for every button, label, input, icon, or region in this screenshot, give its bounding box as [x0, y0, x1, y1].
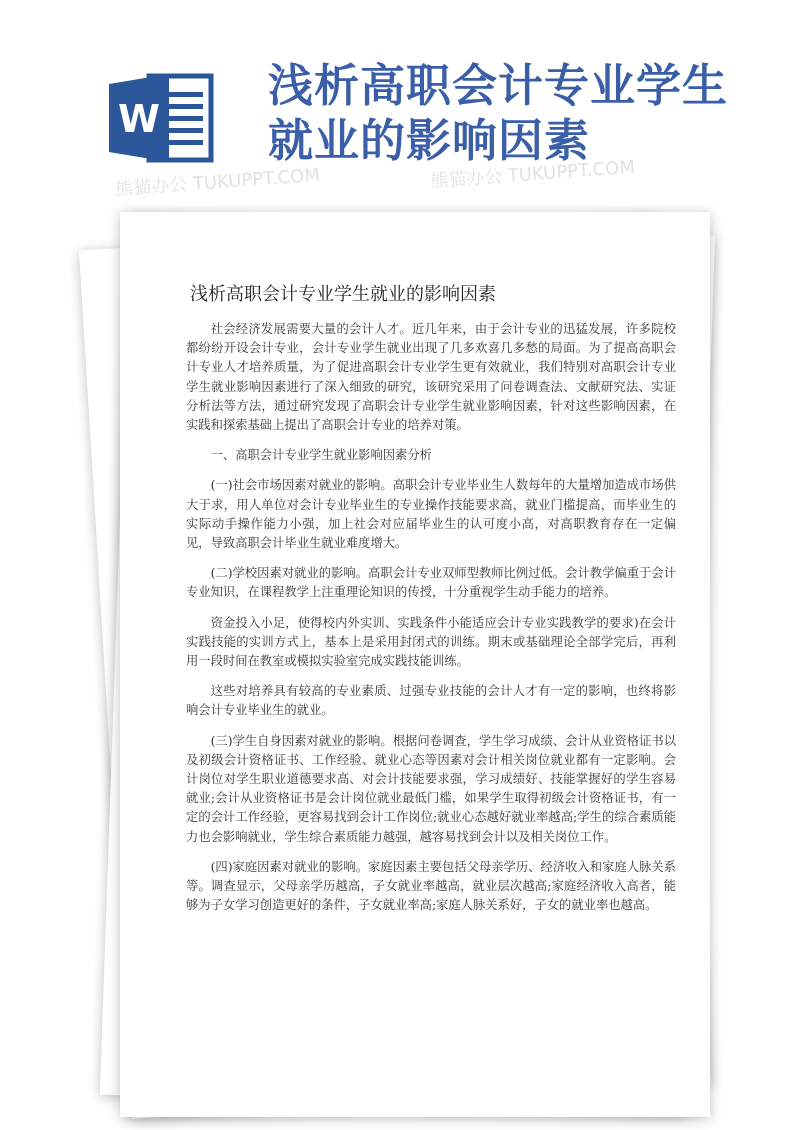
document-page	[120, 212, 710, 1117]
watermark: 熊猫办公 TUKUPPT.COM	[114, 164, 321, 201]
section-heading: 一、高职会计专业学生就业影响因素分析	[210, 448, 432, 463]
paragraph: (四)家庭因素对就业的影响。家庭因素主要包括父母亲学历、经济收入和家庭人脉关系等。调查显示，父母亲学历越高，子女就业率越高，就业层次越高;家庭经济收入高者，能够为子女学习创造更好的条件，子女就业率高;家庭人脉关系好，子女的就业率也越高。	[186, 859, 676, 913]
document-title-banner: 浅析高职会计专业学生就业的影响因素	[268, 59, 729, 167]
word-document-icon	[107, 68, 217, 168]
paragraph: 这些对培养具有较高的专业素质、过强专业技能的会计人才有一定的影响，也终将影响会计专业毕业生的就业。	[186, 684, 676, 718]
svg-text:W: W	[118, 97, 160, 141]
paragraph: 资金投入小足，使得校内外实训、实践条件小能适应会计专业实践教学的要求)在会计实践技能的实训方式上，基本上是采用封闭式的训练。期末或基础理论全部学完后，再利用一段时间在教室或模拟实验室完成实践技能训练。	[186, 615, 676, 669]
paragraph: 社会经济发展需要大量的会计人才。近几年来，由于会计专业的迅猛发展，许多院校都纷纷开设会计专业，会计专业学生就业出现了几多欢喜几多愁的局面。为了提高高职会计专业人才培养质量，为了促进高职会计专业学生更有效就业，我们特别对高职会计专业学生就业影响因素进行了深入细致的研究，该研究采用了问卷调查法、文献研究法、实证分析法等方法，通过研究发现了高职会计专业学生就业影响因素，针对这些影响因素，在实践和探索基础上提出了高职会计专业的培养对策。	[186, 322, 676, 433]
paragraph: (三)学生自身因素对就业的影响。根据问卷调查，学生学习成绩、会计从业资格证书以及初级会计资格证书、工作经验、就业心态等因素对会计相关岗位就业都有一定影响。会计岗位对学生职业道德要求高、对会计技能要求强，学习成绩好、技能掌握好的学生容易就业;会计从业资格证书是会计岗位就业最低门槛，如果学生取得初级会计资格证书，有一定的会计工作经验，更容易找到会计工作岗位;就业心态越好就业率越高;学生的综合素质能力也会影响就业，学生综合素质能力越强，越容易找到会计以及相关岗位工作。	[186, 733, 676, 844]
document-body	[186, 320, 676, 926]
paragraph: (二)学校因素对就业的影响。高职会计专业双师型教师比例过低。会计教学偏重于会计专业知识，在课程教学上注重理论知识的传授，十分重视学生动手能力的培养。	[186, 566, 676, 600]
watermark: 熊猫办公 TUKUPPT.COM	[429, 156, 636, 193]
paragraph: (一)社会市场因素对就业的影响。高职会计专业毕业生人数每年的大量增加造成市场供大于求，用人单位对会计专业毕业生的专业操作技能要求高，就业门槛提高，而毕业生的实际动手操作能力小强，加上社会对应届毕业生的认可度小高，对高职教育存在一定偏见，导致高职会计毕业生就业难度增大。	[186, 478, 676, 551]
page-title: 浅析高职会计专业学生就业的影响因素	[190, 284, 496, 305]
header-banner	[0, 0, 800, 200]
